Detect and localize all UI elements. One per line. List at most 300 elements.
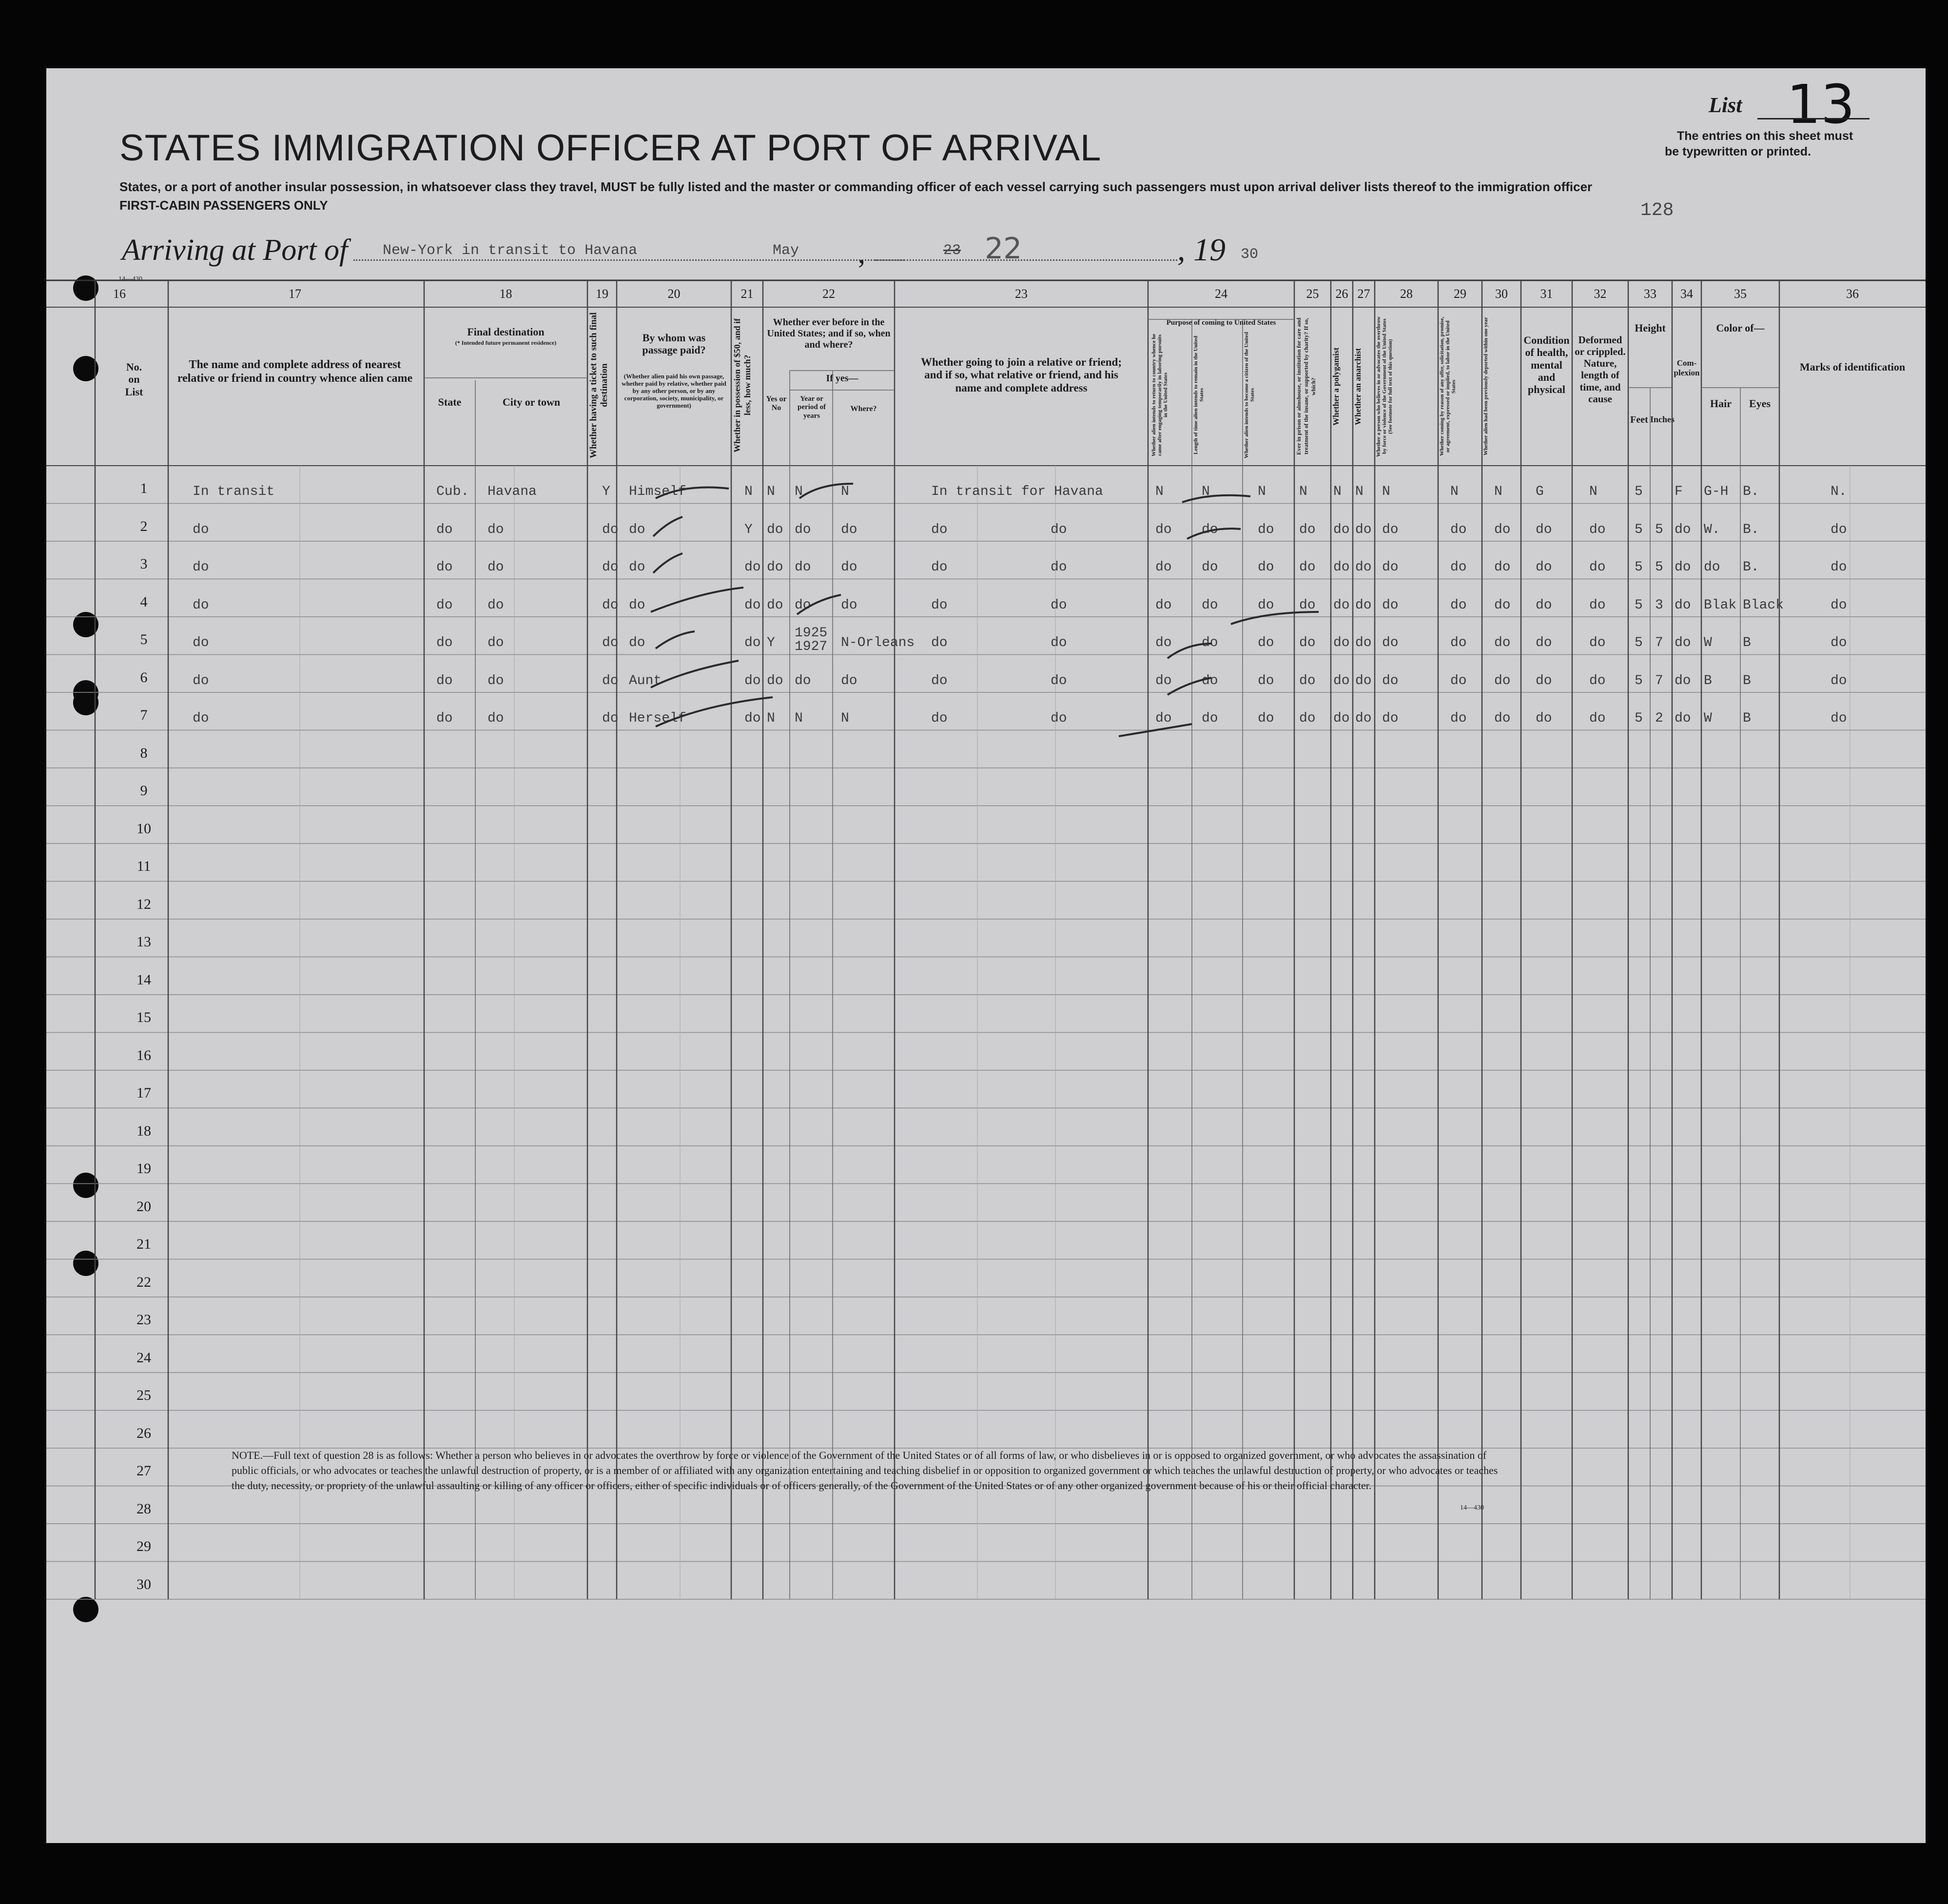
cell-years: do [795, 522, 811, 537]
cell-feet: 5 [1635, 484, 1643, 499]
cell-eyes: Black [1743, 597, 1784, 613]
cell-where: do [841, 522, 857, 537]
cell-c26: do [1333, 711, 1350, 726]
row-number: 29 [136, 1538, 151, 1554]
cell-join: In transit for Havana [931, 484, 1103, 499]
cell-feet: 5 [1635, 635, 1643, 650]
hdr-polygamist: Whether a polygamist [1331, 347, 1341, 426]
cell-c29: N [1450, 484, 1459, 499]
cell-c28: N [1382, 484, 1390, 499]
colnum-18: 18 [499, 287, 512, 301]
cell-feet: 5 [1635, 522, 1643, 537]
cell-relative: do [193, 597, 209, 613]
hdr-eyes: Eyes [1749, 397, 1771, 410]
cell-c26: N [1333, 484, 1342, 499]
cell-complexion: do [1675, 522, 1691, 537]
cell-hair: G-H [1704, 484, 1729, 499]
cell-c29: do [1450, 560, 1467, 575]
cell-c31: do [1536, 711, 1552, 726]
cell-hair: B [1704, 673, 1712, 688]
cell-where: do [841, 673, 857, 688]
cell-p2: do [1202, 597, 1218, 613]
colnum-17: 17 [289, 287, 301, 301]
colnum-29: 29 [1454, 287, 1466, 301]
check-stroke [1231, 612, 1319, 624]
colnum-36: 36 [1846, 287, 1859, 301]
cell-paid: do [629, 635, 645, 650]
row-number: 3 [140, 556, 148, 572]
cell-years: 1925 1927 [795, 626, 828, 654]
cell-ticket: Y [602, 484, 610, 499]
colnum-32: 32 [1594, 287, 1607, 301]
row-number: 17 [136, 1085, 151, 1101]
cell-state: Cub. [436, 484, 469, 499]
colnum-16: 16 [113, 287, 126, 301]
hdr-marks: Marks of identification [1799, 361, 1906, 373]
cell-p3: do [1258, 522, 1274, 537]
colnum-28: 28 [1400, 287, 1413, 301]
cell-money: do [744, 597, 761, 613]
cell-c27: do [1355, 635, 1372, 650]
cell-where: N [841, 484, 849, 499]
cell-marks: N. [1831, 484, 1847, 499]
cell-feet: 5 [1635, 673, 1643, 688]
cell-state: do [436, 522, 453, 537]
day-value: 22 [985, 232, 1022, 266]
cell-city: do [487, 711, 504, 726]
cell-eyes: B. [1743, 484, 1759, 499]
cell-feet: 5 [1635, 711, 1643, 726]
row-number: 12 [136, 896, 151, 912]
intro-line: States, or a port of another insular possession, in whatsoever class they travel, MUST be fully listed and the master or commanding officer of each vessel carrying such passengers must upon arrival deliver lists thereof to the immigration officer [119, 179, 1593, 194]
hdr-feet: Feet [1630, 414, 1648, 425]
cell-city: do [487, 635, 504, 650]
cell-p3: do [1258, 673, 1274, 688]
cell-where: N [841, 711, 849, 726]
cell-c31: do [1536, 560, 1552, 575]
cell-yesno: do [767, 673, 783, 688]
year-suffix: 30 [1241, 246, 1259, 263]
row-number: 22 [136, 1274, 151, 1290]
hdr-by-whom-note: (Whether alien paid his own passage, whether paid by relative, whether paid by any other person, or by any corporation, society, municipality, or government) [622, 373, 726, 409]
cell-p3: do [1258, 635, 1274, 650]
cell-marks: do [1831, 635, 1847, 650]
hdr-nearest-relative: The name and complete address of nearest relative or friend in country whence alien came [177, 358, 413, 385]
hdr-join-relative: Whether going to join a relative or friend; and if so, what relative or friend, and his name and complete address [920, 356, 1122, 394]
page-title: STATES IMMIGRATION OFFICER AT PORT OF ARRIVAL [119, 127, 1102, 169]
row-number: 8 [140, 745, 148, 761]
cell-join: do [931, 560, 948, 575]
colnum-33: 33 [1644, 287, 1656, 301]
hdr-final-destination: Final destination [467, 326, 545, 338]
list-underline [1757, 118, 1870, 119]
cell-hair: W [1704, 711, 1712, 726]
cell-c28: do [1382, 673, 1399, 688]
colnum-19: 19 [596, 287, 608, 301]
cell-c28: do [1382, 597, 1399, 613]
cell-p1: N [1155, 484, 1164, 499]
cell-c26: do [1333, 673, 1350, 688]
cell-c29: do [1450, 635, 1467, 650]
cell-ticket: do [602, 522, 619, 537]
row-number: 30 [136, 1576, 151, 1592]
row-number: 7 [140, 707, 148, 723]
cell-join2: do [1051, 673, 1067, 688]
hdr-ticket: Whether having a ticket to such final destination [588, 312, 609, 458]
cell-join: do [931, 673, 948, 688]
cell-marks: do [1831, 560, 1847, 575]
colnum-27: 27 [1357, 287, 1370, 301]
cell-hair: W [1704, 635, 1712, 650]
cell-c27: do [1355, 597, 1372, 613]
cell-join2: do [1051, 635, 1067, 650]
check-stroke [1168, 644, 1211, 658]
cell-yesno: do [767, 560, 783, 575]
cell-join: do [931, 711, 948, 726]
cell-money: do [744, 560, 761, 575]
cell-marks: do [1831, 597, 1847, 613]
cell-c25: N [1299, 484, 1307, 499]
hdr-height: Height [1635, 322, 1666, 334]
cell-p2: do [1202, 635, 1218, 650]
cell-yesno: do [767, 597, 783, 613]
hdr-inches: Inches [1650, 414, 1675, 424]
cell-join2: do [1051, 560, 1067, 575]
cell-c31: do [1536, 673, 1552, 688]
check-stroke [1187, 529, 1241, 539]
cell-p1: do [1155, 673, 1172, 688]
row-number: 24 [136, 1349, 151, 1366]
row-number: 16 [136, 1047, 151, 1063]
port-value: New-York in transit to Havana [383, 242, 638, 259]
cell-c30: do [1494, 635, 1511, 650]
cell-c31: do [1536, 635, 1552, 650]
cell-c29: do [1450, 711, 1467, 726]
cell-complexion: do [1675, 711, 1691, 726]
hdr-prison: Ever in prison or almshouse, or institution for care and treatment of the insane, or supported by charity? If so, which? [1295, 317, 1317, 455]
cell-p2: do [1202, 560, 1218, 575]
cell-join: do [931, 635, 948, 650]
cell-state: do [436, 597, 453, 613]
row-number: 6 [140, 669, 148, 686]
row-number: 18 [136, 1122, 151, 1139]
cell-inches: 5 [1655, 522, 1663, 537]
cell-complexion: do [1675, 560, 1691, 575]
row-number: 11 [136, 858, 151, 874]
cell-ticket: do [602, 560, 619, 575]
row-number: 23 [136, 1312, 151, 1328]
cell-ticket: do [602, 711, 619, 726]
cell-p1: do [1155, 635, 1172, 650]
cell-state: do [436, 560, 453, 575]
row-number: 9 [140, 783, 148, 799]
cell-paid: Herself [629, 711, 686, 726]
cell-years: do [795, 560, 811, 575]
colnum-26: 26 [1335, 287, 1348, 301]
cell-money: do [744, 673, 761, 688]
cell-c28: do [1382, 560, 1399, 575]
colnum-23: 23 [1015, 287, 1028, 301]
cell-yesno: N [767, 484, 775, 499]
cell-c25: do [1299, 711, 1316, 726]
cell-c25: do [1299, 560, 1316, 575]
check-stroke [651, 661, 739, 687]
cell-c30: N [1494, 484, 1502, 499]
check-stroke [653, 517, 682, 536]
row-number: 1 [140, 480, 148, 496]
cell-yesno: N [767, 711, 775, 726]
cell-city: do [487, 522, 504, 537]
entries-note-2: be typewritten or printed. [1665, 145, 1812, 158]
cell-p1: do [1155, 560, 1172, 575]
cell-relative: do [193, 711, 209, 726]
cell-complexion: do [1675, 673, 1691, 688]
cell-inches: 2 [1655, 711, 1663, 726]
cell-money: do [744, 635, 761, 650]
cell-city: do [487, 673, 504, 688]
cell-feet: 5 [1635, 560, 1643, 575]
colnum-20: 20 [667, 287, 681, 301]
hdr-purpose-a: Whether alien intends to return to country whence he came after engaging temporarily in laboring pursuits in the United States [1151, 334, 1169, 456]
hdr-purpose: Purpose of coming to United States [1166, 319, 1276, 327]
colnum-35: 35 [1734, 287, 1747, 301]
cell-c30: do [1494, 522, 1511, 537]
hdr-purpose-c: Whether alien intends to become a citizen of the United States [1244, 332, 1255, 458]
list-number: 13 [1787, 73, 1855, 136]
row-number: 14 [136, 971, 151, 988]
cell-relative: do [193, 560, 209, 575]
entries-note-1: The entries on this sheet must [1677, 129, 1853, 143]
check-stroke [651, 588, 743, 612]
hdr-deformed: Deformed or crippled. Nature, length of time, and cause [1575, 334, 1626, 405]
cell-c26: do [1333, 560, 1350, 575]
cell-ticket: do [602, 673, 619, 688]
cell-c25: do [1299, 673, 1316, 688]
cell-join: do [931, 597, 948, 613]
cell-c25: do [1299, 522, 1316, 537]
cell-c26: do [1333, 635, 1350, 650]
check-stroke [656, 488, 729, 499]
cell-marks: do [1831, 522, 1847, 537]
cell-paid: Himself [629, 484, 686, 499]
cell-paid: do [629, 522, 645, 537]
cell-yesno: Y [767, 635, 775, 650]
hdr-final-destination-note: (* Intended future permanent residence) [455, 339, 557, 346]
cell-where: N-Orleans [841, 635, 915, 650]
cell-c25: do [1299, 635, 1316, 650]
cell-c28: do [1382, 711, 1399, 726]
cell-p3: do [1258, 560, 1274, 575]
cell-p2: do [1202, 711, 1218, 726]
cell-eyes: B. [1743, 560, 1759, 575]
cell-hair: W. [1704, 522, 1720, 537]
check-stroke [797, 595, 841, 614]
cell-c30: do [1494, 597, 1511, 613]
cell-c29: do [1450, 522, 1467, 537]
cell-c32: N [1589, 484, 1597, 499]
cell-join2: do [1051, 711, 1067, 726]
row-number: 2 [140, 518, 148, 534]
cell-relative: do [193, 635, 209, 650]
cell-ticket: do [602, 597, 619, 613]
cell-state: do [436, 635, 453, 650]
cell-paid: Aunt [629, 673, 662, 688]
row-number: 21 [136, 1236, 151, 1252]
cell-c27: do [1355, 711, 1372, 726]
cell-years: do [795, 597, 811, 613]
cell-join2: do [1051, 597, 1067, 613]
cell-ticket: do [602, 635, 619, 650]
check-stroke [1182, 495, 1250, 502]
hdr-complexion: Com-plexion [1674, 358, 1700, 377]
cell-money: do [744, 711, 761, 726]
cell-c31: do [1536, 597, 1552, 613]
row-number: 25 [136, 1387, 151, 1403]
cell-c26: do [1333, 522, 1350, 537]
cell-hair: Blak [1704, 597, 1737, 613]
cell-c29: do [1450, 597, 1467, 613]
arriving-label: Arriving at Port of [122, 234, 348, 267]
row-number: 10 [136, 820, 151, 837]
cell-city: do [487, 597, 504, 613]
row-number: 26 [136, 1425, 151, 1441]
hdr-purpose-b: Length of time alien intends to remain in the United States [1193, 335, 1205, 454]
cell-p2: do [1202, 522, 1218, 537]
row-number: 19 [136, 1160, 151, 1177]
cell-c27: do [1355, 560, 1372, 575]
row-number: 5 [140, 631, 148, 648]
cell-c29: do [1450, 673, 1467, 688]
cell-p1: do [1155, 522, 1172, 537]
cell-paid: do [629, 597, 645, 613]
hdr-city: City or town [502, 396, 561, 408]
cell-where: do [841, 597, 857, 613]
hdr-state: State [438, 396, 462, 408]
cell-c32: do [1589, 522, 1606, 537]
row-number: 28 [136, 1500, 151, 1517]
cell-c32: do [1589, 635, 1606, 650]
hdr-offer: Whether coming by reason of any offer, solicitation, promise, or agreement, expressed or implied, to labor in the United States [1439, 316, 1457, 456]
cell-p3: do [1258, 597, 1274, 613]
check-stroke [1119, 724, 1192, 736]
cell-inches: 7 [1655, 673, 1663, 688]
cell-relative: do [193, 522, 209, 537]
cell-state: do [436, 673, 453, 688]
cell-where: do [841, 560, 857, 575]
row-number: 15 [136, 1009, 151, 1025]
footnote: NOTE.—Full text of question 28 is as follows: Whether a person who believes in or advocates the overthrow by force or violence of the Government of the United States or of all forms of law, or who disbelieves in or is opposed to organized government, or who advocates the assassination of public officials, or who advocates or teaches the unlawful destruction of property, or is a member of or affiliated with any organization entertaining and teaching disbelief in or opposition to organized government or which teaches the unlawful destruction of property, or who advocates or teaches the duty, necessity, or propriety of the unlawful assaulting or killing of any officer or officers, either of specific individuals or of officers generally, of the Government of the United States or of any other organized government because of his or their official character. [232, 1449, 1498, 1492]
cell-c27: do [1355, 522, 1372, 537]
sheet-number: 128 [1640, 200, 1674, 221]
cell-eyes: B [1743, 673, 1751, 688]
cell-inches: 3 [1655, 597, 1663, 613]
row-number: 13 [136, 934, 151, 950]
cell-c32: do [1589, 673, 1606, 688]
comma: , [858, 237, 865, 269]
cell-relative: do [193, 673, 209, 688]
day-struck: 23 [943, 242, 961, 259]
form-number: 14—430 [118, 275, 142, 283]
port-line [353, 259, 904, 261]
cell-years: N [795, 711, 803, 726]
hdr-deported: Whether alien had been previously deported within one year [1483, 317, 1489, 456]
cell-yesno: do [767, 522, 783, 537]
hdr-year-period: Year or period of years [798, 395, 826, 420]
cell-hair: do [1704, 560, 1720, 575]
cell-c30: do [1494, 560, 1511, 575]
check-stroke [656, 631, 695, 648]
footnote-form-number: 14—430 [1460, 1504, 1484, 1511]
hdr-by-whom-paid: By whom was passage paid? [642, 332, 706, 356]
colnum-31: 31 [1540, 287, 1553, 301]
cell-c31: do [1536, 522, 1552, 537]
cell-marks: do [1831, 673, 1847, 688]
hdr-condition: Condition of health, mental and physical [1523, 334, 1570, 396]
cell-p1: do [1155, 597, 1172, 613]
cell-complexion: do [1675, 597, 1691, 613]
colnum-24: 24 [1215, 287, 1227, 301]
hdr-no-on-list: No. on List [125, 361, 143, 398]
hdr-if-yes: If yes— [826, 373, 858, 384]
cell-relative: In transit [193, 484, 275, 499]
cell-years: N [795, 484, 803, 499]
cell-money: N [744, 484, 753, 499]
cell-c28: do [1382, 635, 1399, 650]
hdr-possession-50: Whether in possession of $50, and if less, how much? [732, 318, 752, 452]
cell-c32: do [1589, 597, 1606, 613]
check-stroke [799, 484, 853, 498]
cell-join: do [931, 522, 948, 537]
cell-state: do [436, 711, 453, 726]
colnum-30: 30 [1495, 287, 1508, 301]
row-number: 27 [136, 1463, 151, 1479]
cabin-class: FIRST-CABIN PASSENGERS ONLY [119, 198, 328, 213]
cell-p3: do [1258, 711, 1274, 726]
colnum-22: 22 [822, 287, 835, 301]
cell-complexion: do [1675, 635, 1691, 650]
cell-city: Havana [487, 484, 537, 499]
cell-c30: do [1494, 673, 1511, 688]
colnum-25: 25 [1306, 287, 1319, 301]
list-label: List [1709, 93, 1742, 117]
cell-feet: 5 [1635, 597, 1643, 613]
cell-marks: do [1831, 711, 1847, 726]
colnum-21: 21 [740, 287, 754, 301]
cell-c32: do [1589, 560, 1606, 575]
day-line [875, 259, 1177, 261]
cell-inches: 7 [1655, 635, 1663, 650]
manifest-sheet [46, 68, 1926, 1843]
check-stroke [1168, 678, 1211, 695]
cell-c31: G [1536, 484, 1544, 499]
cell-paid: do [629, 560, 645, 575]
cell-p3: N [1258, 484, 1266, 499]
cell-join2: do [1051, 522, 1067, 537]
cell-p1: do [1155, 711, 1172, 726]
cell-eyes: B [1743, 635, 1751, 650]
hdr-overthrow: Whether a person who believes in or advocates the overthrow by force or violence of the Government of the United States (See footnote for full text of this question) [1376, 316, 1393, 457]
month-value: May [773, 242, 799, 259]
cell-money: Y [744, 522, 753, 537]
hdr-hair: Hair [1710, 397, 1732, 410]
row-number: 4 [140, 593, 148, 610]
cell-c27: do [1355, 673, 1372, 688]
hdr-anarchist: Whether an anarchist [1353, 348, 1363, 425]
check-stroke [653, 553, 682, 573]
cell-c32: do [1589, 711, 1606, 726]
cell-eyes: B. [1743, 522, 1759, 537]
cell-inches: 5 [1655, 560, 1663, 575]
